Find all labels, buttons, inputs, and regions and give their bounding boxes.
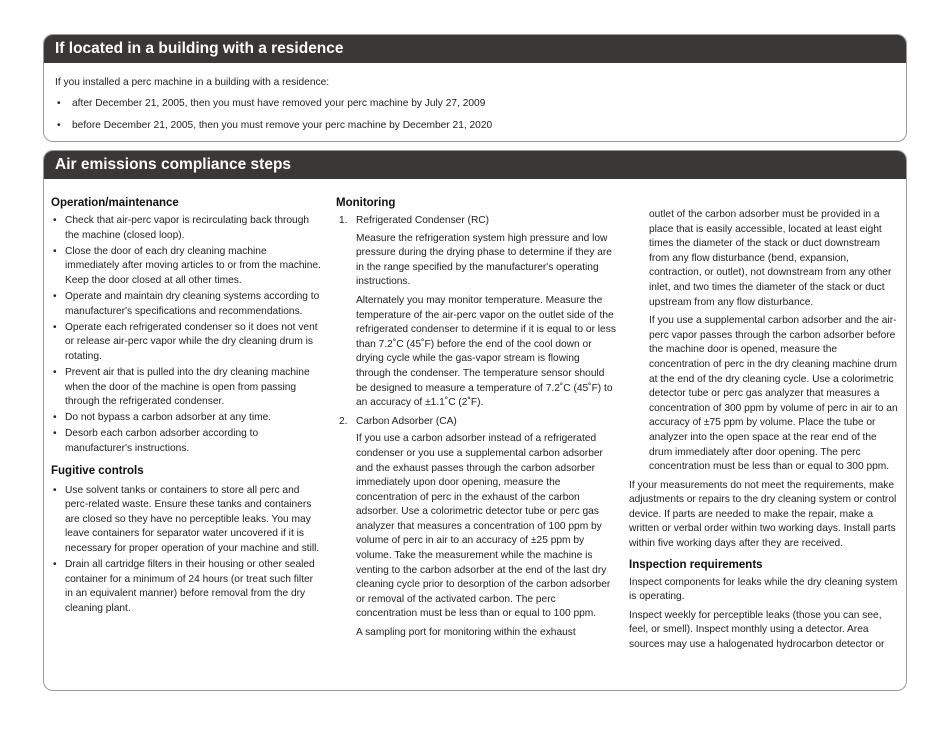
repair-paragraph: If your measurements do not meet the requirements, make adjustments or repairs to the dry cleaning system or control device. If parts are needed to make the repair, make a written or verbal order within two working days. Install parts within five working days after they are received. [629, 479, 897, 550]
list-item: • Operate and maintain dry cleaning systems according to manufacturer's specifications and recommendations. [53, 290, 320, 317]
monitoring-title: Monitoring [336, 197, 396, 209]
compliance-section [43, 150, 907, 691]
ca-heading: 2. Carbon Adsorber (CA) [336, 415, 616, 430]
operation-title: Operation/maintenance [51, 197, 179, 209]
list-item: • Drain all cartridge filters in their housing or other sealed container for a minimum of 24 hours (or treat such filter in an equivalent manner) before removal from the dry cleaning plant. [53, 558, 315, 614]
list-item: • Use solvent tanks or containers to store all perc and perc-related waste. Ensure these tanks and containers are closed so they have no perceptible leaks. You may leave containers for separator water uncovered if it is necessary for proper operation of your machine and still. [53, 484, 320, 554]
list-item: • Operate each refrigerated condenser so it does not vent or release air-perc vapor while the dry cleaning drum is rotating. [53, 321, 318, 362]
residence-intro: If you installed a perc machine in a building with a residence: [55, 77, 330, 88]
residence-list [55, 97, 895, 135]
list-item: • Close the door of each dry cleaning machine immediately after moving articles to or from the machine. Keep the door closed at all other times. [53, 245, 321, 286]
list-item: • Do not bypass a carbon adsorber at any time. [53, 412, 272, 424]
rc-number: 1. [339, 215, 348, 226]
inspection-title: Inspection requirements [629, 558, 763, 571]
compliance-heading: Air emissions compliance steps [44, 151, 906, 179]
rc-heading: 1. Refrigerated Condenser (RC) [336, 214, 616, 229]
operation-list [51, 214, 321, 457]
inspection-paragraph-1: Inspect components for leaks while the dry cleaning system is operating. [629, 576, 898, 603]
ca-paragraph-1: If you use a carbon adsorber instead of a refrigerated condenser or you use a supplemental carbon adsorber and the exhaust passes through the carbon adsorber immediately upon door opening, measure the concentration of perc in the exhaust of the carbon adsorber. Use a colorimetric detector tube or perc gas analyzer that measures a concentration of 100 ppm by volume of perc in air to an accuracy of ±25 ppm by volume. Take the measurement while the machine is venting to the carbon adsorber at the end of the last dry cleaning cycle prior to desorption of the carbon adsorber or removal of the activated carbon. The perc concentration must be less than or equal to 100 ppm. [356, 433, 611, 620]
fugitive-list [51, 484, 321, 617]
rc-paragraph-1: Measure the refrigeration system high pressure and low pressure during the drying phase to determine if they are in the range specified by the manufacturer's operating instructions. [356, 232, 612, 288]
column-operation [51, 197, 321, 618]
list-item: • after December 21, 2005, then you must have removed your perc machine by July 27, 2009 [57, 98, 486, 109]
residence-section [43, 34, 907, 142]
list-item: • Check that air-perc vapor is recirculating back through the machine (closed loop). [53, 215, 310, 241]
fugitive-title: Fugitive controls [51, 464, 144, 477]
ca-paragraph-2-start: A sampling port for monitoring within the exhaust [356, 627, 576, 639]
column-continued [629, 208, 901, 657]
inspection-paragraph-2: Inspect weekly for perceptible leaks (those you can see, feel, or smell). Inspect monthly using a detector. Area sources may use a halogenated hydrocarbon detector or [629, 609, 885, 651]
column-monitoring [336, 197, 616, 645]
ca-paragraph-2-end: outlet of the carbon adsorber must be provided in a place that is easily accessible, located at least eight times the diameter of the stack or duct downstream from any flow disturbance (bend, expansion, contraction, or outlet), not downstream from any other inlet, and two times the diameter of the stack or duct upstream from any flow disturbance. [649, 209, 892, 308]
ca-paragraph-3: If you use a supplemental carbon adsorber and the air-perc vapor passes through the carbon adsorber before the machine door is opened, measure the concentration of perc in the dry cleaning machine drum at the end of the dry cleaning cycle. Use a colorimetric detector tube or perc gas analyzer that measures a concentration of 300 ppm by volume of perc in air to an accuracy of ±75 ppm by volume. Place the tube or analyzer into the open space at the rear end of the drum immediately after door opening. The perc concentration must be less than or equal to 300 ppm. [649, 315, 898, 473]
list-item: • Desorb each carbon adsorber according to manufacturer's instructions. [53, 428, 259, 454]
rc-paragraph-2: Alternately you may monitor temperature. Measure the temperature of the air-perc vapor on the outlet side of the refrigerated condenser to determine if it is equal to or less than 7.2˚C (45˚F) before the end of the cool down or drying cycle while the gas-vapor stream is flowing through the condenser. The temperature sensor should be designed to measure a temperature of 7.2˚C (45˚F) to an accuracy of ±1.1˚C (2˚F). [356, 294, 616, 409]
ca-number: 2. [339, 415, 348, 427]
list-item: • before December 21, 2005, then you must remove your perc machine by December 21, 2020 [57, 119, 493, 131]
list-item: • Prevent air that is pulled into the dry cleaning machine when the door of the machine is open from passing through the refrigerated condenser. [53, 366, 310, 408]
residence-heading: If located in a building with a residence [44, 35, 906, 63]
